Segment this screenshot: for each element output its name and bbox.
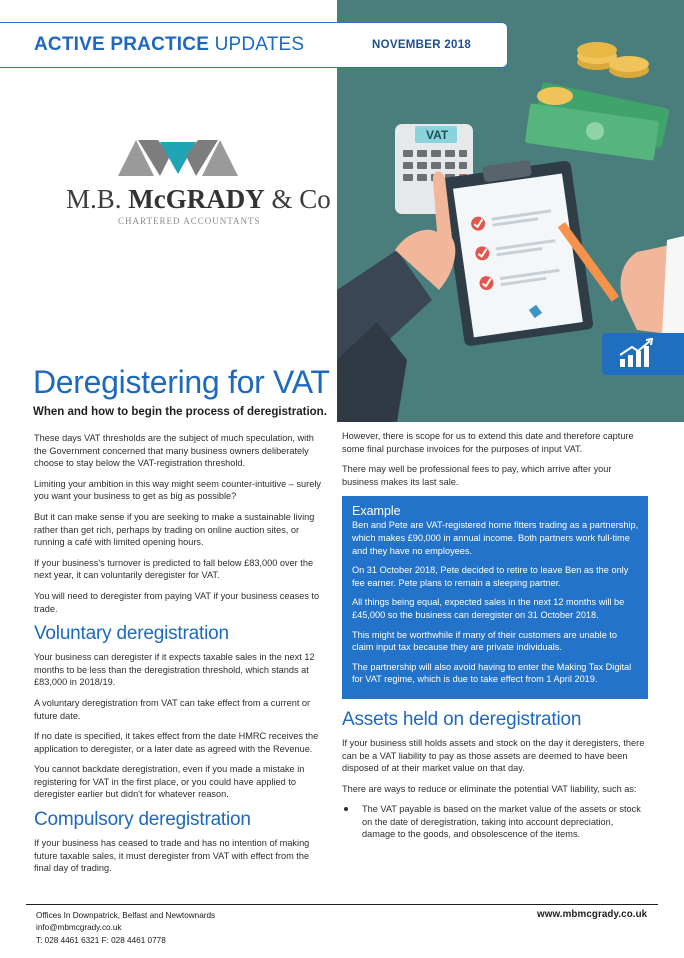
assets-heading: Assets held on deregistration [342, 708, 582, 730]
assets-paragraph: There are ways to reduce or eliminate the potential VAT liability, such as: [342, 783, 637, 794]
newsletter-title-bold: ACTIVE PRACTICE [34, 34, 210, 55]
intro-paragraph: Limiting your ambition in this way might seem counter-intuitive – surely you want your business to get as big as possible? [34, 478, 321, 502]
footer-phone: T: 028 4461 6321 F: 028 4461 0778 [36, 935, 166, 945]
right-hand-illustration [621, 236, 684, 340]
left-column [34, 432, 324, 883]
voluntary-paragraph: You cannot backdate deregistration, even if you made a mistake in registering for VAT in the first place, or you could have applied to deregister earlier but didn't for whatever reason. [34, 764, 305, 800]
clipboard-icon [441, 154, 594, 346]
issue-date: NOVEMBER 2018 [372, 39, 472, 51]
example-paragraph: This might be worthwhile if many of their customers are unable to claim input tax because they are private individuals. [352, 629, 618, 653]
continued-paragraph: There may well be professional fees to pay, which arrive after your business makes its last sale. [342, 464, 612, 487]
calculator-label: VAT [426, 128, 449, 142]
voluntary-heading: Voluntary deregistration [34, 623, 229, 645]
firm-name-prefix: M.B. [66, 184, 122, 214]
website-link[interactable]: www.mbmcgrady.co.uk [537, 909, 648, 920]
firm-name-suffix: & Co [271, 184, 331, 214]
footer-divider [26, 904, 658, 905]
voluntary-paragraph: A voluntary deregistration from VAT can take effect from a current or future date. [34, 697, 311, 721]
example-heading: Example [352, 504, 401, 519]
article-title: Deregistering for VAT [33, 364, 330, 400]
voluntary-paragraph: If no date is specified, it takes effect from the date HMRC receives the application to deregister, or a later date as agreed with the Revenue. [34, 731, 319, 754]
example-paragraph: The partnership will also avoid having to enter the Making Tax Digital for VAT regime, which is due to take effect from 1 April 2019. [352, 661, 632, 685]
example-paragraph: Ben and Pete are VAT-registered home fitters trading as a partnership, which makes £90,000 in annual income. Both partners work full-time and they have no employees. [352, 520, 639, 556]
growth-chart-icon [602, 333, 684, 375]
article-standfirst: When and how to begin the process of deregistration. [33, 406, 327, 418]
assets-bullet-text: The VAT payable is based on the market value of the assets or stock on the date of deregistration, taking into account depreciation, damage to the goods, and obsolescence of the items. [362, 804, 641, 840]
footer-contact [36, 910, 215, 947]
bullet-icon [344, 807, 348, 811]
assets-paragraph: If your business still holds assets and stock on the day it deregisters, there can be a VAT liability to pay as those assets are deemed to have been disposed of at their market value on that day. [342, 737, 645, 774]
continued-paragraph: However, there is scope for us to extend this date and therefore capture some final purchase invoices for the purposes of input VAT. [342, 431, 634, 454]
example-box [342, 496, 648, 699]
example-paragraph: On 31 October 2018, Pete decided to retire to leave Ben as the only fee earner. Pete plans to remain a sleeping partner. [352, 565, 629, 588]
assets-bullet-item [342, 803, 648, 841]
voluntary-paragraph: Your business can deregister if it expects taxable sales in the next 12 months to be less than the deregistration threshold, which stands at £83,000 in 2018/19. [34, 652, 315, 688]
compulsory-paragraph: If your business has ceased to trade and has no intention of making future taxable sales, it must deregister from VAT with effect from the final day of trading. [34, 838, 310, 874]
compulsory-heading: Compulsory deregistration [34, 809, 251, 831]
intro-paragraph: You will need to deregister from paying VAT if your business ceases to trade. [34, 590, 320, 614]
firm-subtitle: CHARTERED ACCOUNTANTS [118, 216, 261, 226]
assets-bullet-list [342, 803, 648, 841]
newsletter-banner [0, 22, 508, 68]
newsletter-title-light: UPDATES [214, 34, 305, 55]
firm-logo-mark [118, 136, 238, 176]
intro-paragraph: But it can make sense if you are seeking to make a sustainable living rather than get rich, perhaps by trading on online auction sites, or running a café with limited opening hours. [34, 511, 315, 548]
intro-paragraph: These days VAT thresholds are the subject of much speculation, with the Government concerned that many business owners deliberately choose to stay below the VAT-registration threshold. [34, 433, 314, 469]
footer-offices: Offices In Downpatrick, Belfast and Newtownards [36, 911, 216, 920]
right-column [342, 430, 648, 841]
firm-name-bold: McGRADY [128, 184, 265, 214]
firm-name [66, 184, 331, 215]
intro-paragraph: If your business's turnover is predicted to fall below £83,000 over the next year, it can voluntarily deregister for VAT. [34, 557, 314, 581]
newsletter-title [34, 34, 304, 56]
footer-email[interactable]: info@mbmcgrady.co.uk [36, 923, 122, 933]
example-paragraph: All things being equal, expected sales in the next 12 months will be £45,000 so the business can deregister on 31 October 2018. [352, 597, 625, 620]
